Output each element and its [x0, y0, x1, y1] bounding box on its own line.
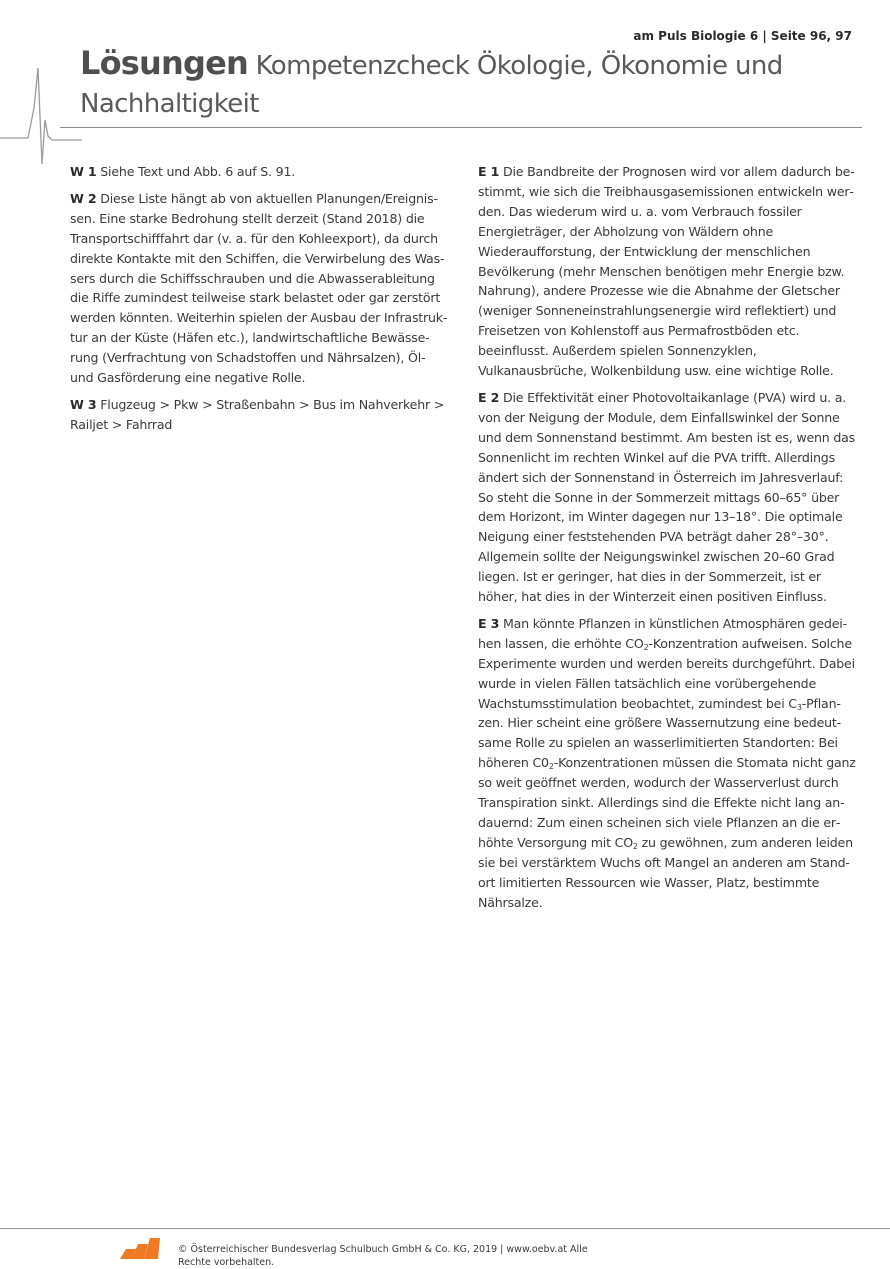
header-divider: [60, 127, 862, 128]
answer-e2: [478, 388, 856, 607]
answer-text: Die Effektivität einer Photovoltaikanlage (PVA) wird u. a. von der Neigung der Module, dem Einfallswinkel der Sonne und dem Sonnenstand bestimmt. Am besten ist es, wenn das Sonnenlicht im rechten Winkel auf die PVA trifft. Allerdings ändert sich der Sonnenstand in Österreich im Jahresverlauf: So steht die Sonne in der Sommerzeit mittags 60–65° über dem Horizont, im Winter dagegen nur 13–18°. Die optimale Neigung einer feststehenden PVA beträgt daher 28°–30°. Allgemein sollte der Neigungswinkel zwischen 20–60 Grad liegen. Ist er geringer, hat dies in der Sommerzeit, ist er höher, hat dies in der Winterzeit einen positiven Einfluss.: [478, 389, 856, 605]
answer-label: E 2: [478, 389, 500, 405]
answer-label: E 1: [478, 164, 500, 179]
page-title-main: Lösungen: [80, 44, 248, 82]
page-title-topic: Kompetenzcheck Ökologie, Ökonomie und Nachhaltigkeit: [80, 51, 783, 119]
answer-text: Flugzeug > Pkw > Straßenbahn > Bus im Nahverkehr > Railjet > Fahrrad: [70, 396, 445, 432]
footer-divider: [0, 1228, 890, 1229]
answer-w3: [70, 395, 450, 435]
answer-text: -Konzentrationen müssen die Stomata nicht ganz so weit geöffnet werden, wodurch der Wasserverlust durch Transpiration sinkt. Allerdings sind die Effekte nicht lang andauernd: Zum einen scheinen sich viele Pflanzen an die erhöhte Versorgung mit CO: [478, 755, 856, 850]
left-column: [70, 162, 450, 442]
subscript: 2: [548, 762, 554, 772]
subscript: 2: [632, 841, 638, 851]
publisher-logo-icon: [118, 1238, 160, 1259]
answer-label: W 1: [70, 164, 97, 179]
pulse-line-icon: [0, 60, 82, 170]
answer-e1: [478, 162, 856, 381]
answer-text: zu gewöhnen, zum anderen leiden sie bei verstärktem Wuchs oft Mangel an anderen am Standort limitierten Ressourcen wie Wasser, Platz, bestimmte Nährsalze.: [478, 834, 853, 910]
answer-label: W 2: [70, 190, 97, 206]
right-column: [478, 162, 856, 920]
subscript: 3: [796, 702, 802, 712]
answer-w1: [70, 162, 450, 182]
answer-text: -Konzentration aufweisen. Solche Experimente wurden und werden bereits durchgeführt. Dabei wurde in vielen Fällen tatsächlich eine vorübergehende Wachstumsstimulation beobachtet, zumindest bei C: [478, 635, 855, 711]
answer-text: Diese Liste hängt ab von aktuellen Planungen/Ereignissen. Eine starke Bedrohung stellt derzeit (Stand 2018) die Transportschifffahrt dar (v. a. für den Kohleexport), da durch direkte Kontakte mit den Schiffen, die Verwirbelung des Wassers durch die Schiffsschrauben und die Abwasserableitung die Riffe zumindest teilweise stark belastet oder gar zerstört werden könnten. Weiterhin spielen der Ausbau der Infrastruktur an der Küste (Häfen etc.), landwirtschaftliche Bewässerung (Verfrachtung von Schadstoffen und Nährsalzen), Öl- und Gasförderung eine negative Rolle.: [70, 190, 448, 386]
answer-text: Man könnte Pflanzen in künstlichen Atmosphären gedeihen lassen, die erhöhte CO: [478, 615, 848, 651]
answer-text: -Pflanzen. Hier scheint eine größere Wassernutzung eine bedeutsame Rolle zu spielen an wasserlimitierten Standorten: Bei höheren C0: [478, 695, 842, 771]
page-title: [80, 44, 800, 123]
book-reference: am Puls Biologie 6 | Seite 96, 97: [633, 29, 852, 43]
answer-label: W 3: [70, 396, 97, 412]
answer-w2: [70, 189, 450, 388]
subscript: 2: [643, 642, 649, 652]
footer-copyright: © Österreichischer Bundesverlag Schulbuch GmbH & Co. KG, 2019 | www.oebv.at Alle Rechte vorbehalten.: [178, 1244, 588, 1268]
answer-label: E 3: [478, 615, 500, 631]
answer-e3: [478, 614, 856, 913]
answer-text: Die Bandbreite der Prognosen wird vor allem dadurch bestimmt, wie sich die Treibhausgasemissionen entwickeln werden. Das wiederum wird u. a. vom Verbrauch fossiler Energieträger, der Abholzung von Wäldern ohne Wiederaufforstung, der Entwicklung der menschlichen Bevölkerung (mehr Menschen benötigen mehr Energie bzw. Nahrung), andere Prozesse wie die Abnahme der Gletscher (weniger Sonneneinstrahlungsenergie wird reflektiert) und Freisetzen von Kohlenstoff aus Permafrostböden etc. beeinflusst. Außerdem spielen Sonnenzyklen, Vulkanausbrüche, Wolkenbildung usw. eine wichtige Rolle.: [478, 164, 855, 379]
answer-text: Siehe Text und Abb. 6 auf S. 91.: [100, 164, 296, 179]
